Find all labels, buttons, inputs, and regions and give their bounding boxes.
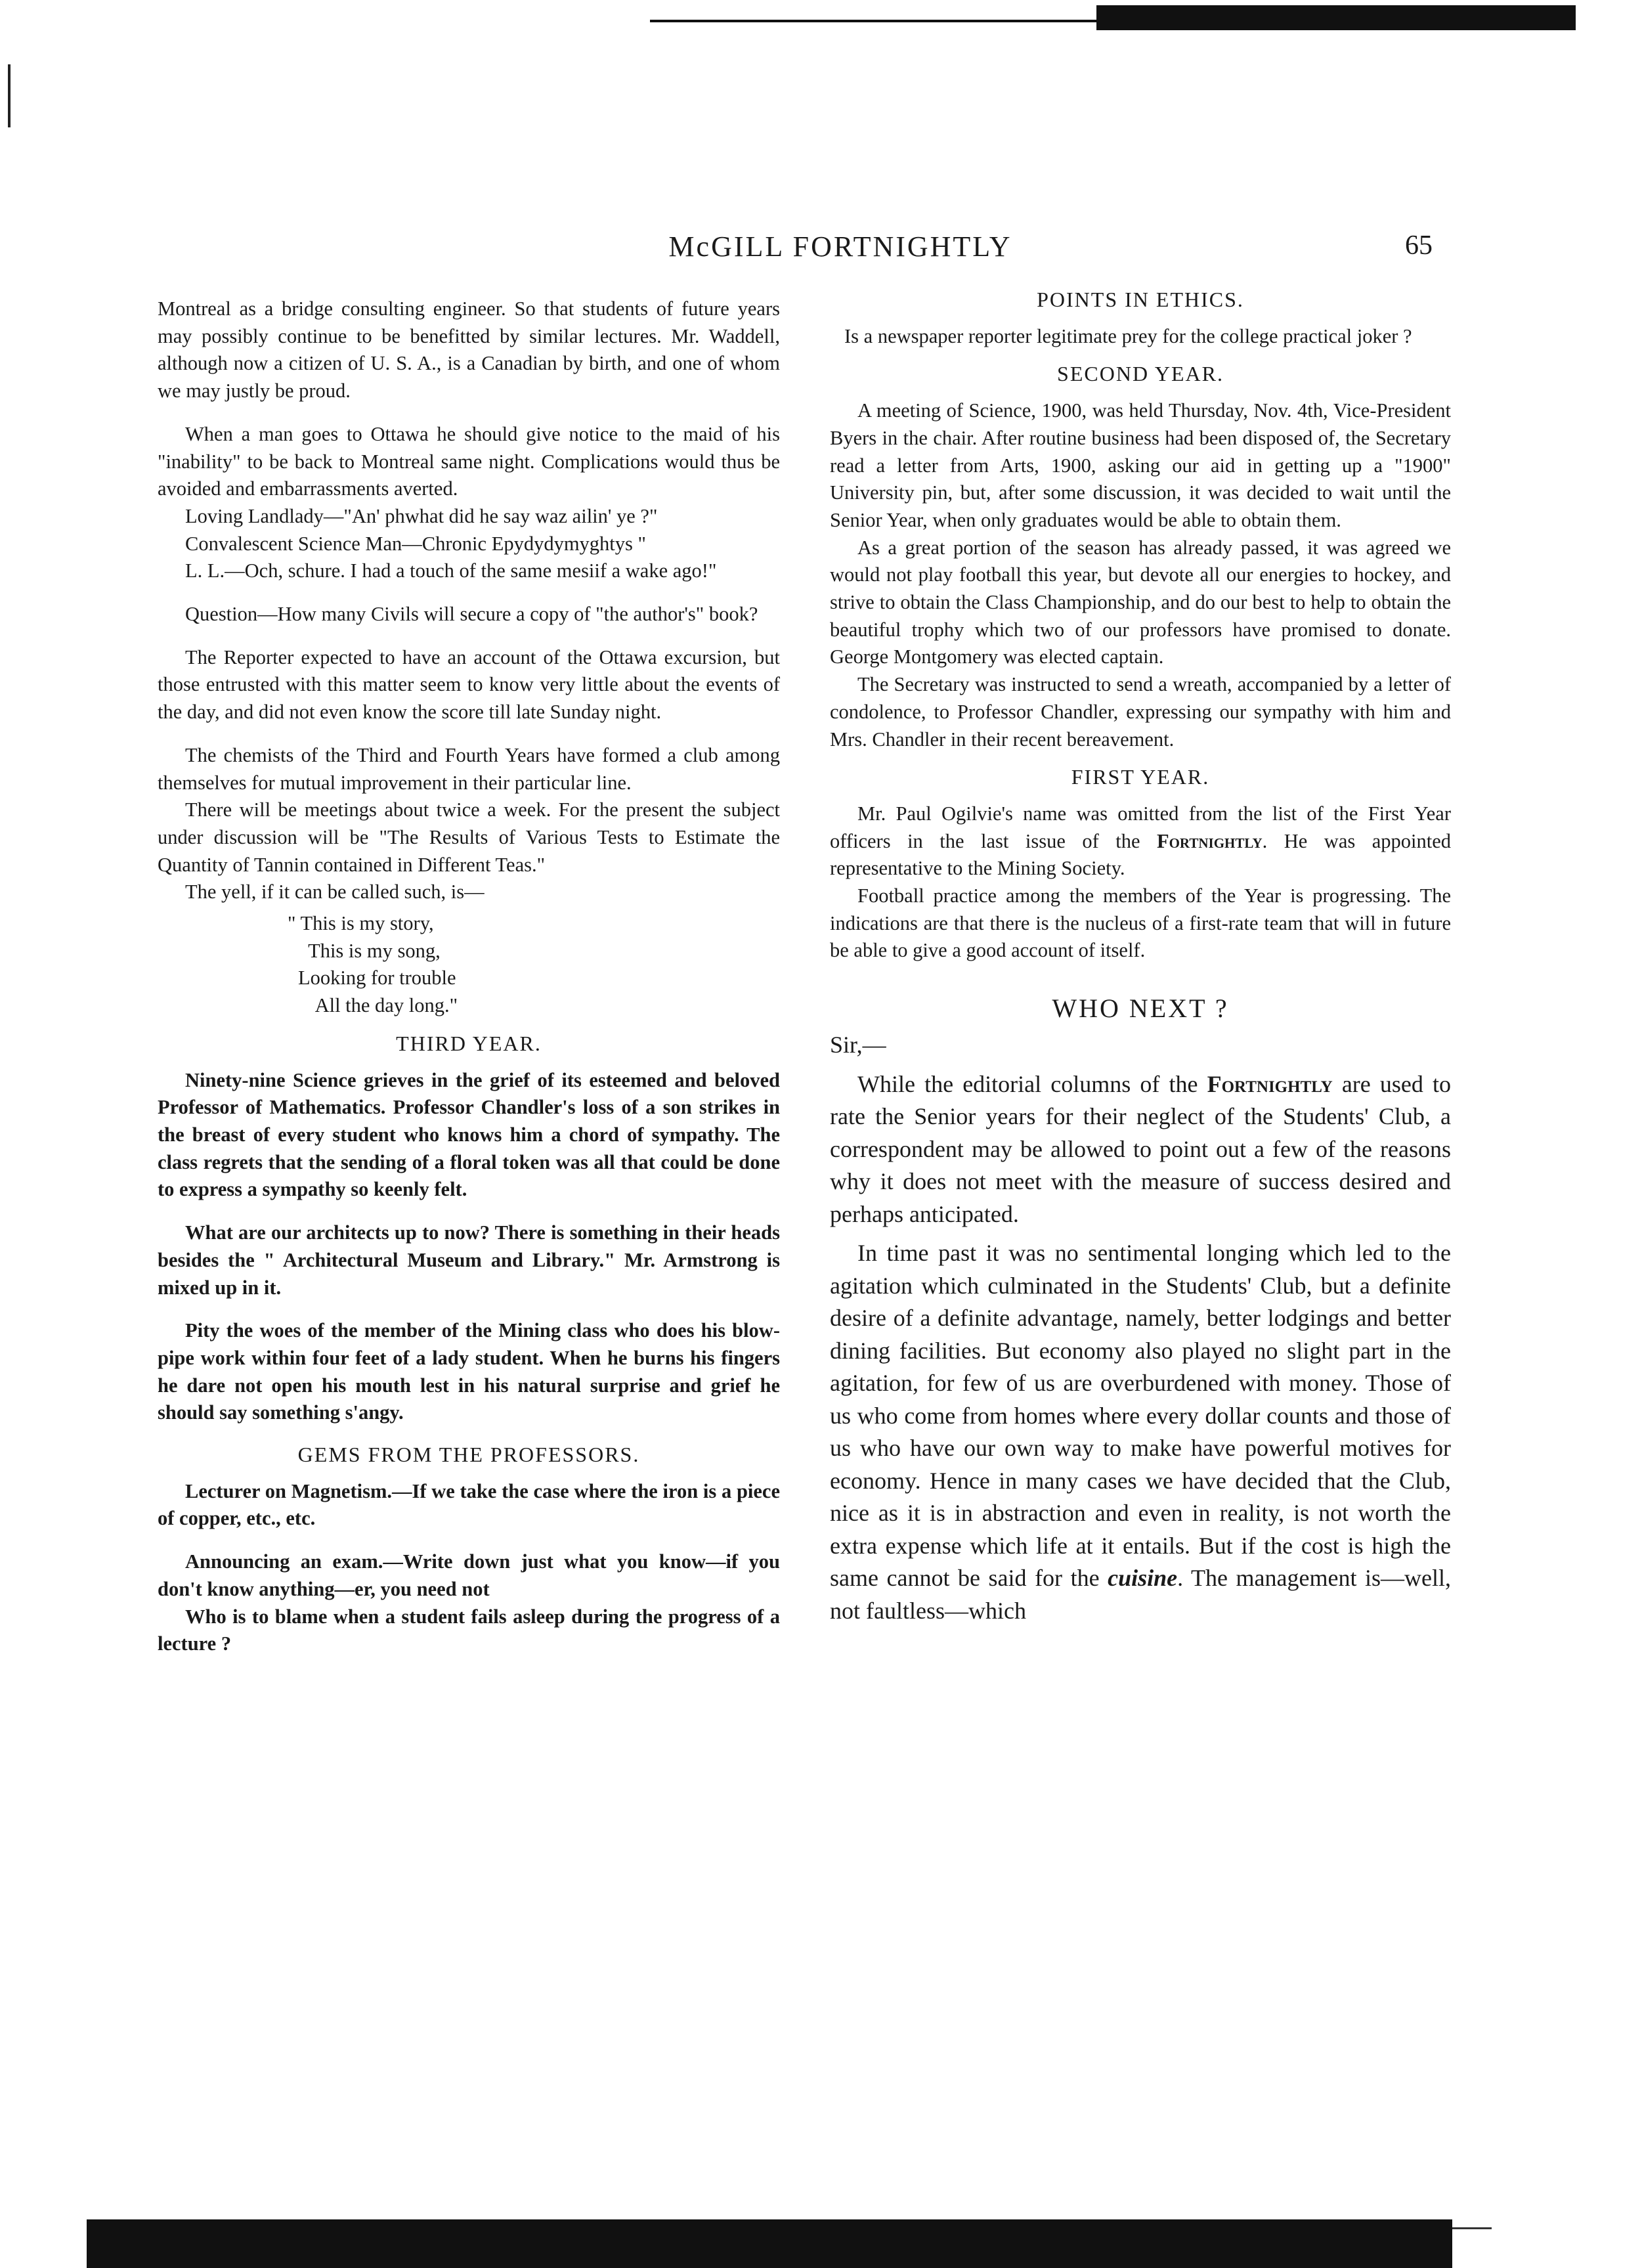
paragraph: Football practice among the members of the Year is progressing. The indications are that there is the nucleus of a first-rate team that will in future be able to give a good account of itself. (830, 884, 1451, 962)
paragraph: When a man goes to Ottawa he should give notice to the maid of his "inability" to be back to Montreal same night. Complications would thus be avoided and embarrassments averted. (158, 422, 780, 500)
text-run: cuisine (1108, 1565, 1178, 1592)
text-run: In time past it was no sentimental longing which led to the agitation which culminated in the Students' Club, but a definite desire of a definite advantage, namely, better lodgings and better dining facilities. But economy also played no slight part in the agitation, for few of us are overburdened with money. Those of us who come from homes where every dollar counts and those of us who have our own way to make have powerful motives for economy. Hence in many cases we have decided that the Club, nice as it is in abstraction and even in reality, is not worth the extra expense which life at it entails. But if the cost is high the same cannot be said for the (830, 1240, 1451, 1592)
section-heading: GEMS FROM THE PROFESSORS. (297, 1443, 640, 1467)
salutation: Sir,— (830, 1031, 886, 1058)
text-run: Fortnightly (1156, 829, 1263, 852)
paragraph (830, 1237, 1451, 1627)
paragraph: The yell, if it can be called such, is— (185, 881, 485, 904)
paragraph: Convalescent Science Man—Chronic Epydydymyghtys " (185, 532, 646, 555)
paragraph: Who is to blame when a student fails asleep during the progress of a lecture ? (158, 1605, 780, 1655)
section-heading: POINTS IN ETHICS. (1037, 288, 1244, 311)
poem-line: Looking for trouble (298, 967, 456, 990)
paragraph (830, 1068, 1451, 1231)
section-heading: WHO NEXT ? (1052, 993, 1229, 1024)
paragraph: Question—How many Civils will secure a copy of "the author's" book? (185, 603, 758, 626)
text-run: . He was appointed representative to the Mining Society. (830, 829, 1451, 880)
bottom-rule-thin (1452, 2227, 1492, 2229)
paragraph: There will be meetings about twice a week. For the present the subject under discussion will be "The Results of Various Tests to Estimate the Quantity of Tannin contained in Different Teas." (158, 798, 780, 876)
margin-mark (8, 64, 11, 127)
poem-line: All the day long." (306, 994, 458, 1017)
left-column (158, 295, 780, 1658)
paragraph: The Reporter expected to have an account of the Ottawa excursion, but those entrusted with this matter seem to know very little about the events of the day, and did not even know the score till late Sunday night. (158, 645, 780, 724)
poem (158, 910, 780, 1020)
paragraph: What are our architects up to now? There is something in their heads besides the " Architectural Museum and Library." Mr. Armstrong is mixed up in it. (158, 1221, 780, 1299)
paragraph: Ninety-nine Science grieves in the grief of its esteemed and beloved Professor of Mathematics. Professor Chandler's loss of a son strikes in the breast of every student who knows him a chord of sympathy. The class regrets that the sending of a floral token was all that could be done to express a sympathy so keenly felt. (158, 1068, 780, 1201)
bottom-rule (87, 2219, 1452, 2268)
paragraph: Montreal as a bridge consulting engineer. So that students of future years may possibly continue to be benefitted by similar lectures. Mr. Waddell, although now a citizen of U. S. A., is a Canadian by birth, and one of whom we may justly be proud. (158, 297, 780, 403)
paragraph: The chemists of the Third and Fourth Years have formed a club among themselves for mutual improvement in their particular line. (158, 743, 780, 794)
paragraph: Loving Landlady—"An' phwhat did he say waz ailin' ye ?" (185, 504, 658, 527)
paragraph: As a great portion of the season has already passed, it was agreed we would not play football this year, but devote all our energies to hockey, and strive to obtain the Class Championship, and do our best to help to obtain the beautiful trophy which two of our professors have promised to donate. George Montgomery was elected captain. (830, 536, 1451, 668)
poem-line: " This is my story, (288, 912, 434, 935)
text-run: are used to rate the Senior years for their neglect of the Students' Club, a correspondent may be allowed to point out a few of the reasons why it does not meet with the measure of success desired and perhaps anticipated. (830, 1070, 1451, 1227)
text-run: . The management is—well, not faultless—which (830, 1565, 1452, 1624)
poem-line: This is my song, (303, 939, 441, 962)
section-heading: THIRD YEAR. (396, 1031, 542, 1055)
section-heading: SECOND YEAR. (1057, 362, 1224, 386)
text-run: While the editorial columns of the (857, 1070, 1207, 1097)
text-run: Fortnightly (1207, 1070, 1333, 1097)
top-rule-heavy (1096, 5, 1576, 30)
paragraph: Announcing an exam.—Write down just what you know—if you don't know anything—er, you need not (158, 1550, 780, 1600)
right-column (830, 286, 1451, 1627)
paragraph: L. L.—Och, schure. I had a touch of the same mesiif a wake ago!" (185, 559, 717, 582)
page-number: 65 (1405, 230, 1433, 261)
paragraph: Lecturer on Magnetism.—If we take the case where the iron is a piece of copper, etc., etc. (158, 1479, 780, 1530)
paragraph: The Secretary was instructed to send a wreath, accompanied by a letter of condolence, to Professor Chandler, expressing our sympathy with him and Mrs. Chandler in their recent bereavement. (830, 673, 1451, 751)
paragraph: Is a newspaper reporter legitimate prey for the college practical joker ? (844, 324, 1412, 347)
paragraph: A meeting of Science, 1900, was held Thursday, Nov. 4th, Vice-President Byers in the chair. After routine business had been disposed of, the Secretary read a letter from Arts, 1900, asking our aid in getting up a "1900" University pin, but, after some discussion, it was decided to wait until the Senior Year, when only graduates would be able to obtain them. (830, 399, 1451, 531)
running-head: McGILL FORTNIGHTLY (668, 230, 1012, 263)
paragraph (830, 800, 1451, 883)
text-run: Mr. Paul Ogilvie's name was omitted from the list of the First Year officers in the last issue of the (830, 802, 1451, 852)
paragraph: Pity the woes of the member of the Mining class who does his blow-pipe work within four feet of a lady student. When he burns his fingers he dare not open his mouth lest in his natural surprise and grief he should say something s'angy. (158, 1319, 780, 1424)
top-rule (650, 20, 1096, 22)
section-heading: FIRST YEAR. (1071, 765, 1210, 789)
